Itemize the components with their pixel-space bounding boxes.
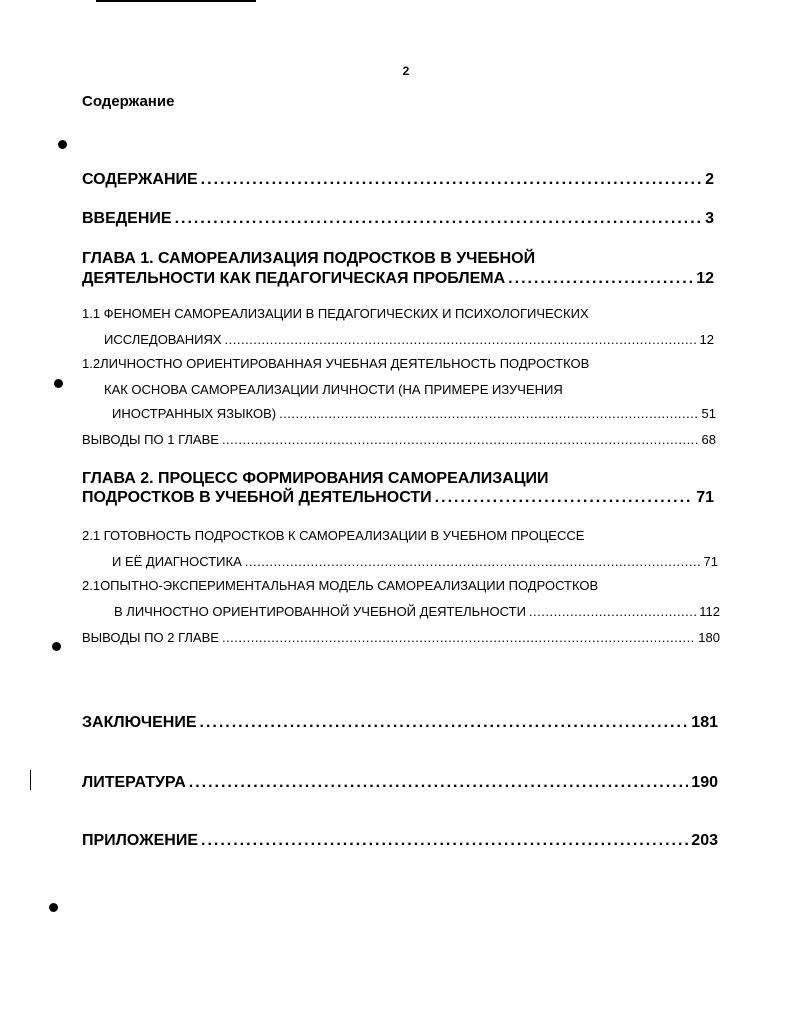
toc-page: 180 [698,630,720,645]
dot-leader [279,406,698,421]
toc-entry-intro[interactable] [82,210,714,228]
dot-leader [508,270,693,288]
dot-leader [201,171,702,189]
dot-leader [435,489,694,507]
toc-chapter2-line1: ГЛАВА 2. ПРОЦЕСС ФОРМИРОВАНИЯ САМОРЕАЛИЗАЦИИ [82,470,549,487]
punch-hole-mark [52,642,61,651]
toc-entry-conclusion[interactable] [82,714,718,732]
toc-page: 181 [691,714,718,731]
toc-label: ДЕЯТЕЛЬНОСТИ КАК ПЕДАГОГИЧЕСКАЯ ПРОБЛЕМА [82,270,506,287]
toc-label: ВВЕДЕНИЕ [82,210,172,227]
toc-label: ПРИЛОЖЕНИЕ [82,832,198,849]
toc-s2-1-line1: 2.1 ГОТОВНОСТЬ ПОДРОСТКОВ К САМОРЕАЛИЗАЦИИ В УЧЕБНОМ ПРОЦЕССЕ [82,528,585,543]
toc-entry-s1-2[interactable] [112,406,716,421]
toc-label: ВЫВОДЫ ПО 2 ГЛАВЕ [82,630,219,645]
toc-page: 12 [696,270,714,287]
toc-entry-conclusions2[interactable] [82,630,720,645]
scan-artifact-top [96,0,256,2]
toc-entry-s2-2[interactable] [114,604,720,619]
toc-label: И ЕЁ ДИАГНОСТИКА [112,554,242,569]
punch-hole-mark [54,379,63,388]
page-number: 2 [402,64,410,78]
toc-page: 12 [699,332,714,347]
toc-entry-s2-1[interactable] [112,554,718,569]
toc-entry-appendix[interactable] [82,832,718,850]
toc-page: 190 [691,774,718,791]
punch-hole-mark [58,140,67,149]
toc-page: 71 [703,554,718,569]
toc-page: 68 [701,432,716,447]
toc-s1-2-line2: КАК ОСНОВА САМОРЕАЛИЗАЦИИ ЛИЧНОСТИ (НА ПРИМЕРЕ ИЗУЧЕНИЯ [104,382,563,397]
dot-leader [245,554,701,569]
dot-leader [225,332,697,347]
toc-label: ПОДРОСТКОВ В УЧЕБНОЙ ДЕЯТЕЛЬНОСТИ [82,489,432,506]
toc-entry-s1-1[interactable] [104,332,714,347]
toc-label: ВЫВОДЫ ПО 1 ГЛАВЕ [82,432,219,447]
toc-label: ИССЛЕДОВАНИЯХ [104,332,222,347]
toc-page: 71 [696,489,714,506]
toc-page: 2 [705,171,714,188]
toc-entry-literature[interactable] [82,774,718,792]
page-heading: Содержание [82,93,175,110]
toc-entry-chapter2[interactable] [82,489,714,507]
dot-leader [529,604,696,619]
toc-label: ИНОСТРАННЫХ ЯЗЫКОВ) [112,406,277,421]
toc-label: В ЛИЧНОСТНО ОРИЕНТИРОВАННОЙ УЧЕБНОЙ ДЕЯТЕЛЬНОСТИ [114,604,526,619]
toc-entry-conclusions1[interactable] [82,432,716,447]
toc-entry-chapter1[interactable] [82,270,714,288]
dot-leader [189,774,689,792]
dot-leader [222,432,699,447]
dot-leader [222,630,695,645]
scan-artifact-left-edge [30,770,31,790]
toc-label: СОДЕРЖАНИЕ [82,171,198,188]
toc-s2-2-line1: 2.1ОПЫТНО-ЭКСПЕРИМЕНТАЛЬНАЯ МОДЕЛЬ САМОРЕАЛИЗАЦИИ ПОДРОСТКОВ [82,578,599,593]
toc-page: 112 [699,604,720,619]
dot-leader [200,714,689,732]
dot-leader [175,210,703,228]
toc-s1-2-line1: 1.2ЛИЧНОСТНО ОРИЕНТИРОВАННАЯ УЧЕБНАЯ ДЕЯТЕЛЬНОСТЬ ПОДРОСТКОВ [82,356,590,371]
dot-leader [201,832,688,850]
toc-chapter1-line1: ГЛАВА 1. САМОРЕАЛИЗАЦИЯ ПОДРОСТКОВ В УЧЕБНОЙ [82,250,536,267]
toc-label: ЗАКЛЮЧЕНИЕ [82,714,197,731]
toc-page: 203 [691,832,718,849]
toc-entry-contents[interactable] [82,171,714,189]
toc-label: ЛИТЕРАТУРА [82,774,186,791]
punch-hole-mark [49,903,58,912]
toc-page: 51 [701,406,716,421]
toc-s1-1-line1: 1.1 ФЕНОМЕН САМОРЕАЛИЗАЦИИ В ПЕДАГОГИЧЕСКИХ И ПСИХОЛОГИЧЕСКИХ [82,306,589,321]
toc-page: 3 [705,210,714,227]
